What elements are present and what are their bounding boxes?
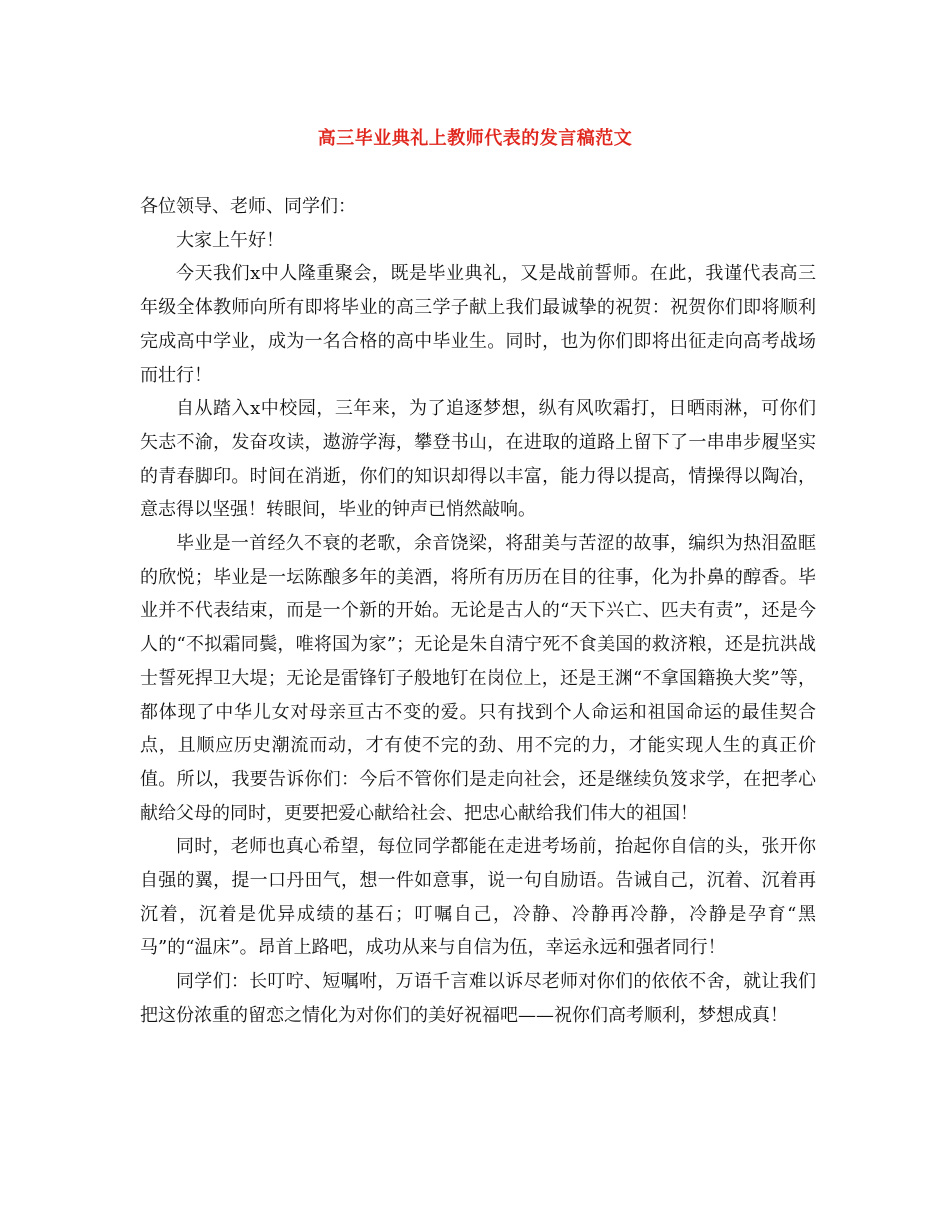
paragraph-greeting: 大家上午好！ — [176, 229, 284, 251]
paragraph-closing: 同学们：长叮咛、短嘱咐，万语千言难以诉尽老师对你们的依依不舍，就让我们把这份浓重的留恋之情化为对你们的美好祝福吧——祝你们高考顺利，梦想成真！ — [140, 971, 816, 1026]
salutation: 各位领导、老师、同学们： — [140, 196, 356, 217]
paragraph-graduation: 毕业是一首经久不衰的老歌，余音饶梁，将甜美与苦涩的故事，编织为热泪盈眶的欣悦；毕业是一坛陈酿多年的美酒，将所有历历在目的往事，化为扑鼻的醇香。毕业并不代表结束，而是一个新的开始。无论是古人的“天下兴亡、匹夫有责”，还是今人的“不拟霜同鬓，唯将国为家”；无论是朱自清宁死不食美国的救济粮，还是抗洪战士誓死捍卫大堤；无论是雷锋钉子般地钉在岗位上，还是王渊“不拿国籍换大奖”等，都体现了中华儿女对母亲亘古不变的爱。只有找到个人命运和祖国命运的最佳契合点，且顺应历史潮流而动，才有使不完的劲、用不完的力，才能实现人生的真正价值。所以，我要告诉你们：今后不管你们是走向社会，还是继续负笈求学，在把孝心献给父母的同时，更要把爱心献给社会、把忠心献给我们伟大的祖国！ — [140, 533, 816, 824]
paragraph-exam-wishes: 同时，老师也真心希望，每位同学都能在走进考场前，抬起你自信的头，张开你自强的翼，提一口丹田气，想一件如意事，说一句自励语。告诫自己，沉着、沉着再沉着，沉着是优异成绩的基石；叮嘱自己，冷静、冷静再冷静，冷静是孕育“黑马”的“温床”。昂首上路吧，成功从来与自信为伍，幸运永远和强者同行！ — [140, 836, 816, 959]
document-title: 高三毕业典礼上教师代表的发言稿范文 — [317, 128, 633, 149]
paragraph-opening: 今天我们x中人隆重聚会，既是毕业典礼，又是战前誓师。在此，我谨代表高三年级全体教师向所有即将毕业的高三学子献上我们最诚挚的祝贺：祝贺你们即将顺利完成高中学业，成为一名合格的高中毕业生。同时，也为你们即将出征走向高考战场而壮行！ — [140, 263, 816, 386]
paragraph-three-years: 自从踏入x中校园，三年来，为了追逐梦想，纵有风吹霜打，日晒雨淋，可你们矢志不渝，发奋攻读，遨游学海，攀登书山，在进取的道路上留下了一串串步履坚实的青春脚印。时间在消逝，你们的知识却得以丰富，能力得以提高，情操得以陶冶，意志得以坚强！转眼间，毕业的钟声已悄然敲响。 — [140, 398, 816, 521]
document-body — [140, 190, 816, 1033]
